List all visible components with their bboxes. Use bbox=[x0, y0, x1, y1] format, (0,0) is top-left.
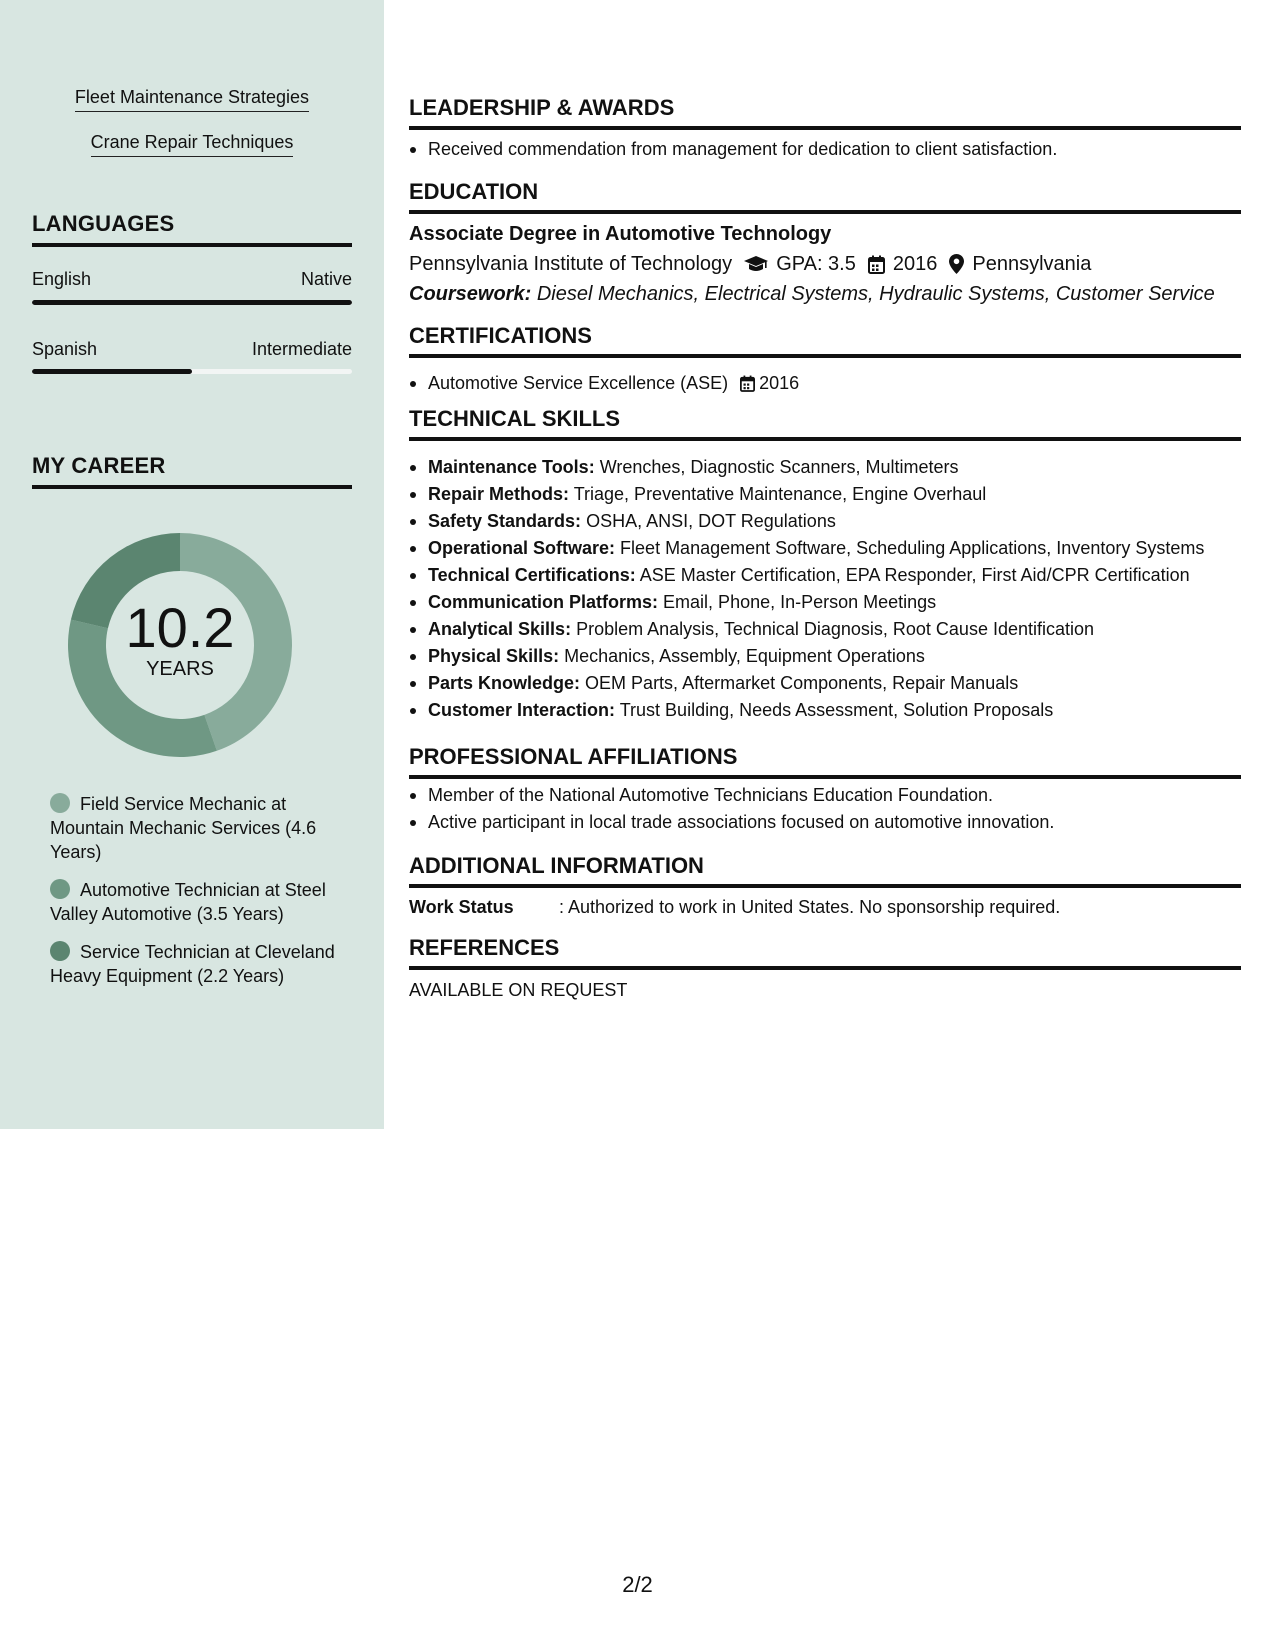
education-location: Pennsylvania bbox=[972, 253, 1092, 275]
skill-item bbox=[409, 589, 1241, 616]
skill-label: Repair Methods: bbox=[428, 484, 570, 504]
skill-label: Operational Software: bbox=[428, 538, 616, 558]
language-name: Spanish bbox=[32, 339, 98, 359]
affiliations-list bbox=[409, 782, 1241, 836]
skill-item bbox=[409, 616, 1241, 643]
work-status-label: Work Status bbox=[409, 897, 514, 917]
coursework-label: Coursework: bbox=[409, 283, 532, 305]
languages-heading: LANGUAGES bbox=[32, 210, 352, 247]
additional-info-heading: ADDITIONAL INFORMATION bbox=[409, 852, 1241, 888]
graduation-cap-icon bbox=[744, 255, 768, 273]
skill-value: Triage, Preventative Maintenance, Engine Overhaul bbox=[573, 484, 987, 504]
skill-label: Maintenance Tools: bbox=[428, 457, 595, 477]
education-school: Pennsylvania Institute of Technology bbox=[409, 253, 733, 275]
language-row bbox=[32, 268, 352, 290]
skill-label: Physical Skills: bbox=[428, 646, 560, 666]
skill-item bbox=[409, 454, 1241, 481]
skill-value: Wrenches, Diagnostic Scanners, Multimeters bbox=[599, 457, 959, 477]
technical-skills-heading: TECHNICAL SKILLS bbox=[409, 405, 1241, 441]
interest-item bbox=[0, 86, 384, 112]
references-text: AVAILABLE ON REQUEST bbox=[409, 980, 628, 1000]
technical-skills-list bbox=[409, 454, 1241, 724]
skill-label: Safety Standards: bbox=[428, 511, 582, 531]
legend-dot bbox=[50, 793, 70, 813]
coursework-value: Diesel Mechanics, Electrical Systems, Hydraulic Systems, Customer Service bbox=[536, 283, 1215, 305]
language-proficiency-fill bbox=[32, 300, 352, 305]
career-donut-center bbox=[65, 530, 295, 760]
certifications-list bbox=[409, 370, 1241, 397]
legend-dot bbox=[50, 941, 70, 961]
certifications-heading: CERTIFICATIONS bbox=[409, 322, 1241, 358]
skill-label: Communication Platforms: bbox=[428, 592, 659, 612]
skill-item bbox=[409, 562, 1241, 589]
certification-line bbox=[428, 370, 1241, 397]
language-proficiency-bar bbox=[32, 369, 352, 374]
career-legend-item bbox=[50, 878, 340, 926]
skill-label: Technical Certifications: bbox=[428, 565, 636, 585]
work-status-row bbox=[409, 895, 1060, 919]
education-year: 2016 bbox=[892, 253, 938, 275]
skill-item bbox=[409, 697, 1241, 724]
location-pin-icon bbox=[949, 254, 964, 274]
career-legend-item bbox=[50, 792, 340, 864]
list-item bbox=[409, 370, 1241, 397]
career-legend-item bbox=[50, 940, 340, 988]
career-legend-text: Field Service Mechanic at Mountain Mechanic Services (4.6 Years) bbox=[50, 794, 317, 862]
skill-item bbox=[409, 643, 1241, 670]
skill-value: Trust Building, Needs Assessment, Solution Proposals bbox=[619, 700, 1054, 720]
career-legend-text: Service Technician at Cleveland Heavy Equipment (2.2 Years) bbox=[50, 942, 335, 986]
legend-dot bbox=[50, 879, 70, 899]
leadership-heading: LEADERSHIP & AWARDS bbox=[409, 94, 1241, 130]
sidebar bbox=[0, 0, 384, 1129]
language-row bbox=[32, 338, 352, 360]
skill-value: Mechanics, Assembly, Equipment Operations bbox=[564, 646, 925, 666]
language-proficiency-fill bbox=[32, 369, 192, 374]
references-heading: REFERENCES bbox=[409, 934, 1241, 970]
skill-item bbox=[409, 481, 1241, 508]
skill-label: Analytical Skills: bbox=[428, 619, 572, 639]
career-total-value: 10.2 bbox=[125, 596, 235, 659]
list-item: Member of the National Automotive Technicians Education Foundation. bbox=[409, 782, 1241, 809]
skill-item bbox=[409, 535, 1241, 562]
skill-value: OEM Parts, Aftermarket Components, Repair Manuals bbox=[585, 673, 1019, 693]
career-legend bbox=[50, 792, 340, 1002]
skill-label: Customer Interaction: bbox=[428, 700, 616, 720]
skill-item bbox=[409, 670, 1241, 697]
skill-item bbox=[409, 508, 1241, 535]
education-details bbox=[409, 251, 1091, 277]
education-coursework bbox=[409, 281, 1215, 307]
interest-item bbox=[0, 131, 384, 157]
leadership-list bbox=[409, 136, 1241, 163]
education-heading: EDUCATION bbox=[409, 178, 1241, 214]
list-item: Active participant in local trade associations focused on automotive innovation. bbox=[409, 809, 1241, 836]
education-degree: Associate Degree in Automotive Technology bbox=[409, 223, 832, 245]
skill-value: Fleet Management Software, Scheduling Applications, Inventory Systems bbox=[620, 538, 1205, 558]
list-item: Received commendation from management for dedication to client satisfaction. bbox=[409, 136, 1241, 163]
skill-value: Email, Phone, In-Person Meetings bbox=[663, 592, 937, 612]
skill-value: OSHA, ANSI, DOT Regulations bbox=[586, 511, 836, 531]
calendar-icon bbox=[740, 375, 755, 392]
affiliations-heading: PROFESSIONAL AFFILIATIONS bbox=[409, 743, 1241, 779]
career-total-unit: YEARS bbox=[146, 658, 214, 680]
language-level: Native bbox=[300, 269, 352, 289]
skill-value: Problem Analysis, Technical Diagnosis, Root Cause Identification bbox=[576, 619, 1095, 639]
language-name: English bbox=[32, 269, 92, 289]
page-number: 2/2 bbox=[622, 1572, 653, 1597]
career-donut-chart bbox=[65, 530, 295, 760]
interest-label: Fleet Maintenance Strategies bbox=[75, 86, 309, 112]
language-proficiency-bar bbox=[32, 300, 352, 305]
certification-name: Automotive Service Excellence (ASE) bbox=[428, 373, 729, 393]
language-level: Intermediate bbox=[251, 339, 352, 359]
work-status-value: : Authorized to work in United States. No sponsorship required. bbox=[559, 897, 1061, 917]
skill-value: ASE Master Certification, EPA Responder, First Aid/CPR Certification bbox=[639, 565, 1190, 585]
interest-label: Crane Repair Techniques bbox=[91, 131, 294, 157]
career-legend-text: Automotive Technician at Steel Valley Automotive (3.5 Years) bbox=[50, 880, 326, 924]
education-gpa: GPA: 3.5 bbox=[776, 253, 856, 275]
skill-label: Parts Knowledge: bbox=[428, 673, 581, 693]
calendar-icon bbox=[868, 255, 885, 274]
career-heading: MY CAREER bbox=[32, 452, 352, 489]
certification-year: 2016 bbox=[759, 373, 800, 393]
